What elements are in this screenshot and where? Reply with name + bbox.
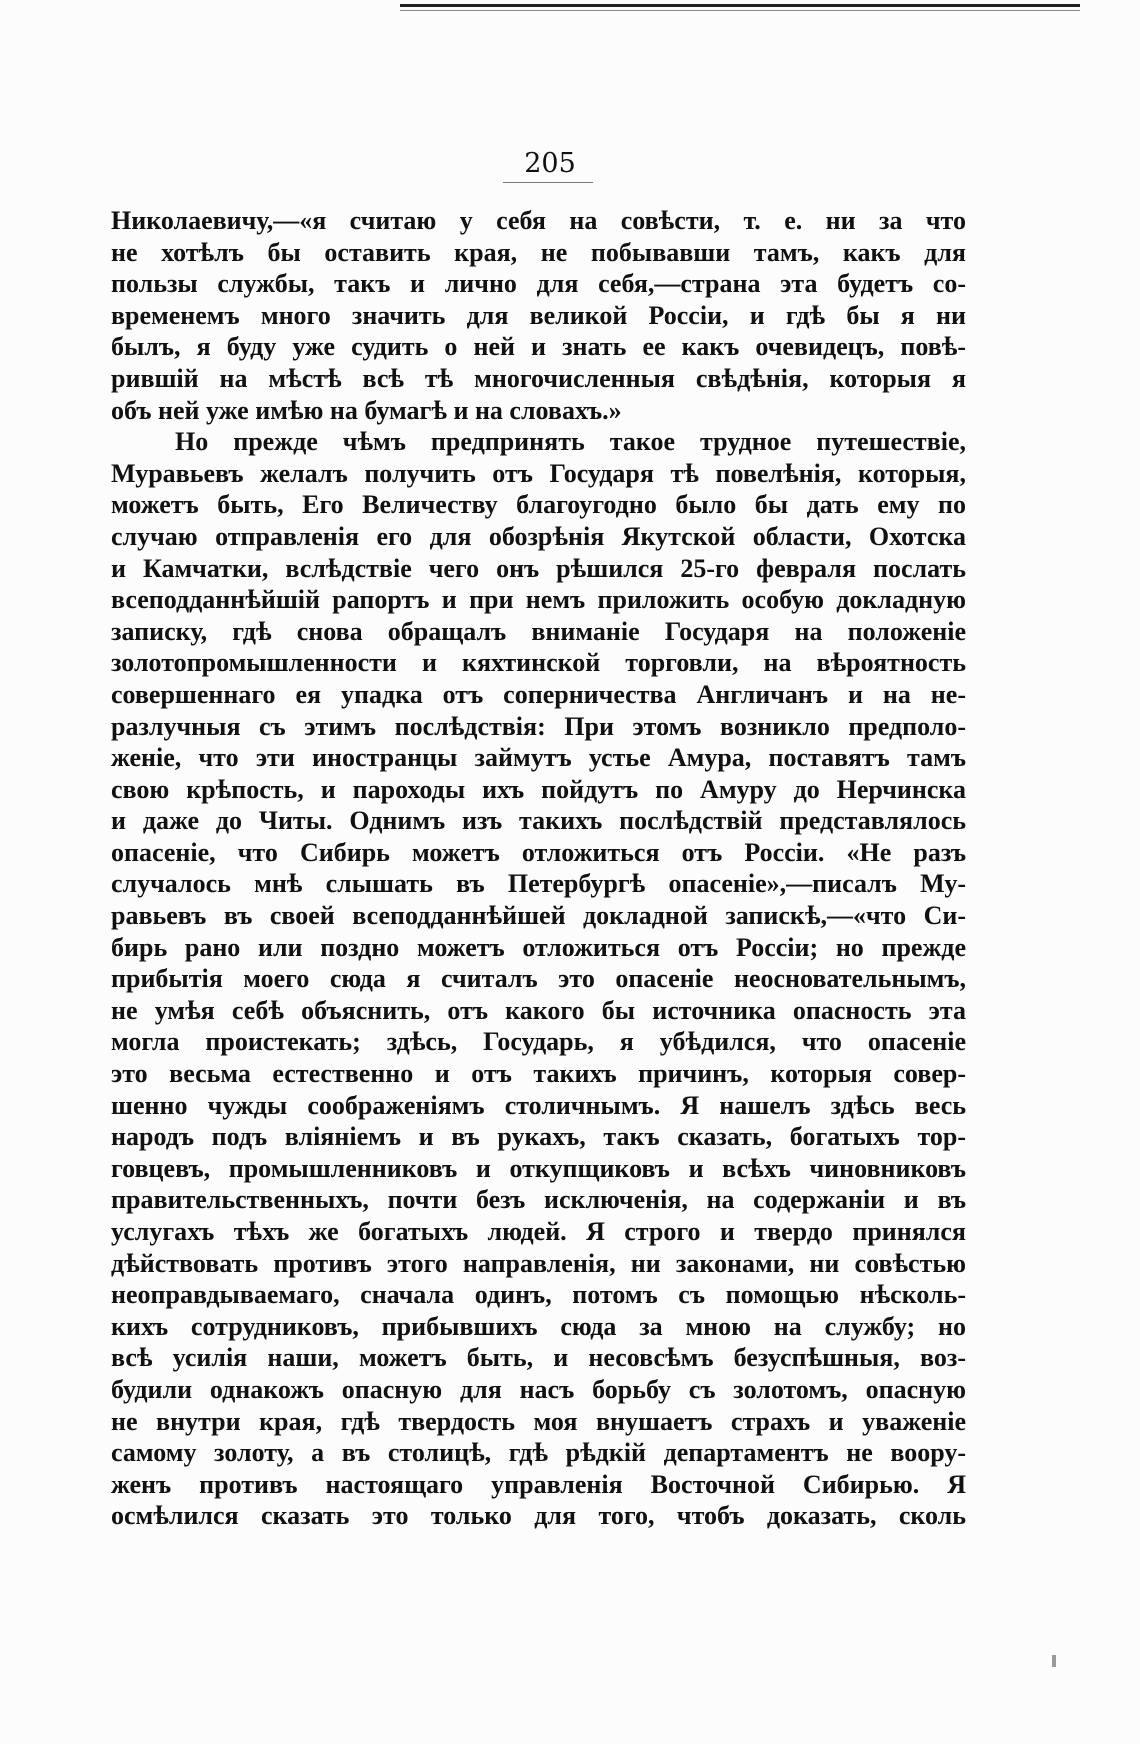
text-line: Николаевичу,—«я считаю у себя на совѣсти, т. е. ни за что (111, 206, 966, 235)
text-line: осмѣлился сказать это только для того, чтобъ доказать, сколь (111, 1501, 966, 1531)
text-line: не внутри края, гдѣ твердость моя внушаетъ страхъ и уваженіе (111, 1406, 966, 1436)
text-line: кихъ сотрудниковъ, прибывшихъ сюда за мною на службу; но (111, 1311, 966, 1341)
text-line: будили однакожъ опасную для насъ борьбу съ золотомъ, опасную (111, 1374, 966, 1404)
text-line: не хотѣлъ бы оставить края, не побывавши тамъ, какъ для (111, 237, 966, 267)
text-line: народъ подъ вліяніемъ и въ рукахъ, такъ сказать, богатыхъ тор- (111, 1122, 966, 1152)
text-line: дѣйствовать противъ этого направленія, ни законами, ни совѣстью (111, 1248, 966, 1278)
top-border-rule-thin (400, 10, 1080, 11)
text-line: всеподданнѣйшій рапортъ и при немъ приложить особую докладную (111, 585, 966, 615)
text-line: объ ней уже имѣю на бумагѣ и на словахъ.» (111, 395, 622, 425)
text-line: равьевъ въ своей всеподданнѣйшей докладной запискѣ,—«что Си- (111, 901, 966, 931)
text-line: и Камчатки, вслѣдствіе чего онъ рѣшился 25-го февраля послать (111, 553, 966, 583)
text-line: и даже до Читы. Однимъ изъ такихъ послѣдствій представлялось (111, 806, 966, 836)
text-line: былъ, я буду уже судить о ней и знать ее какъ очевидецъ, повѣ- (111, 332, 966, 362)
text-line: рившій на мѣстѣ всѣ тѣ многочисленныя свѣдѣнія, которыя я (111, 363, 966, 393)
text-line: бирь рано или поздно можетъ отложиться отъ Россіи; но прежде (111, 932, 966, 962)
text-line: можетъ быть, Его Величеству благоугодно было бы дать ему по (111, 490, 966, 520)
text-line: совершеннаго ея упадка отъ соперничества Англичанъ и на не- (111, 679, 966, 709)
text-line: правительственныхъ, почти безъ исключенія, на содержаніи и въ (111, 1185, 966, 1215)
text-line: Но прежде чѣмъ предпринять такое трудное путешествіе, (175, 427, 966, 457)
text-line: записку, гдѣ снова обращалъ вниманіе Государя на положеніе (111, 616, 966, 646)
body-text (111, 205, 966, 1532)
text-line: самому золоту, а въ столицѣ, гдѣ рѣдкій департаментъ не воору- (111, 1438, 966, 1468)
text-line: золотопромышленности и кяхтинской торговли, на вѣроятность (111, 648, 966, 678)
text-line: временемъ много значить для великой Россіи, и гдѣ бы я ни (111, 300, 966, 330)
text-line: случаю отправленія его для обозрѣнія Якутской области, Охотска (111, 521, 966, 551)
text-line: шенно чужды соображеніямъ столичнымъ. Я нашелъ здѣсь весь (111, 1090, 966, 1120)
text-line: свою крѣпость, и пароходы ихъ пойдутъ по Амуру до Нерчинска (111, 774, 966, 804)
text-line: всѣ усилія наши, можетъ быть, и несовсѣмъ безуспѣшныя, воз- (111, 1343, 966, 1373)
text-line: женіе, что эти иностранцы займутъ устье Амура, поставятъ тамъ (111, 743, 966, 773)
text-line: разлучныя съ этимъ послѣдствія: При этомъ возникло предполо- (111, 711, 966, 741)
text-line: услугахъ тѣхъ же богатыхъ людей. Я строго и твердо принялся (111, 1217, 966, 1246)
scan-edge-mark (1052, 1655, 1056, 1667)
top-border-rule (400, 4, 1080, 7)
text-line: неоправдываемаго, сначала одинъ, потомъ съ помощью нѣсколь- (111, 1280, 966, 1310)
page-number-underline (503, 182, 593, 183)
text-line: говцевъ, промышленниковъ и откупщиковъ и всѣхъ чиновниковъ (111, 1153, 966, 1183)
text-line: прибытія моего сюда я считалъ это опасеніе неосновательнымъ, (111, 964, 966, 994)
text-line: опасеніе, что Сибирь можетъ отложиться отъ Россіи. «Не разъ (111, 837, 966, 867)
text-line: Муравьевъ желалъ получить отъ Государя тѣ повелѣнія, которыя, (111, 458, 966, 488)
page-number: 205 (524, 148, 576, 179)
text-line: пользы службы, такъ и лично для себя,—страна эта будетъ со- (111, 269, 966, 299)
text-line: случалось мнѣ слышать въ Петербургѣ опасеніе»,—писалъ Му- (111, 869, 966, 899)
text-line: могла проистекать; здѣсь, Государь, я убѣдился, что опасеніе (111, 1027, 966, 1057)
text-line: это весьма естественно и отъ такихъ причинъ, которыя совер- (111, 1059, 966, 1089)
text-line: женъ противъ настоящаго управленія Восточной Сибирью. Я (111, 1469, 966, 1499)
text-line: не умѣя себѣ объяснить, отъ какого бы источника опасность эта (111, 995, 966, 1025)
